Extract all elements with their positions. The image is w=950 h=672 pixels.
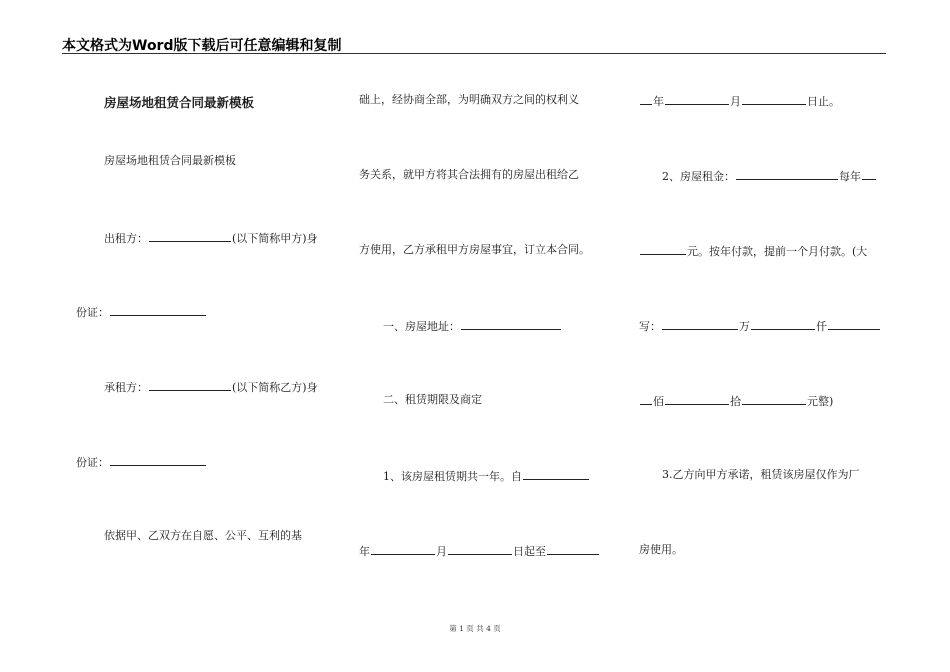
- start-month-blank[interactable]: [371, 543, 435, 555]
- basis-line-3: 务关系，就甲方将其合法拥有的房屋出租给乙: [359, 168, 579, 181]
- use-line-2: 房使用。: [639, 543, 683, 556]
- page-header: 本文格式为Word版下载后可任意编辑和复制: [62, 38, 342, 54]
- address-line: [383, 318, 562, 334]
- document-subtitle: 房屋场地租赁合同最新模板: [104, 154, 236, 167]
- lessor-id-blank[interactable]: [110, 304, 206, 316]
- end-year-blank[interactable]: [547, 543, 599, 555]
- page-number: 第 1 页 共 4 页: [449, 624, 501, 633]
- caps-qian-label: 仟: [816, 320, 827, 333]
- lessor-suffix: (以下简称甲方)身: [232, 232, 318, 245]
- address-label: 一、房屋地址：: [383, 320, 460, 333]
- lessor-label: 出租方：: [104, 232, 148, 245]
- caps-line-1: [639, 318, 881, 334]
- rent-line: [662, 168, 877, 184]
- lessor-id-label: 份证：: [76, 306, 109, 319]
- document-title: 房屋场地租赁合同最新模板: [104, 95, 255, 110]
- end-month-label: 月: [730, 95, 741, 108]
- end-year-tail-blank[interactable]: [640, 93, 652, 105]
- basis-line-2: 础上，经协商全部，为明确双方之间的权利义: [359, 93, 579, 106]
- end-year-label: 年: [653, 95, 664, 108]
- caps-qian-blank[interactable]: [751, 318, 815, 330]
- rent-amount-blank[interactable]: [640, 243, 686, 255]
- rent-per-year-label: 每年: [839, 170, 861, 183]
- term-item-1-label: 1、该房屋租赁期共一年。自: [383, 470, 522, 483]
- lessee-name-blank[interactable]: [149, 379, 231, 391]
- rent-amount-blank-start[interactable]: [862, 168, 876, 180]
- start-date-line: [359, 543, 600, 559]
- lessor-id-line: [76, 304, 207, 320]
- end-month-blank[interactable]: [665, 93, 729, 105]
- caps-write-label: 写：: [639, 320, 661, 333]
- caps-bai-tail-blank[interactable]: [640, 393, 652, 405]
- end-day-blank[interactable]: [742, 93, 806, 105]
- lessee-line: [104, 379, 318, 395]
- caps-wan-blank[interactable]: [662, 318, 738, 330]
- caps-end-label: 元整): [807, 395, 834, 408]
- start-year-blank[interactable]: [523, 468, 589, 480]
- start-day-blank[interactable]: [448, 543, 512, 555]
- month-label: 月: [436, 545, 447, 558]
- term-heading: 二、租赁期限及商定: [383, 393, 482, 406]
- lessee-label: 承租方：: [104, 381, 148, 394]
- rent-blank[interactable]: [736, 168, 838, 180]
- address-blank[interactable]: [461, 318, 561, 330]
- lessee-suffix: (以下简称乙方)身: [232, 381, 318, 394]
- caps-bai-label: 佰: [653, 395, 664, 408]
- header-rule: [62, 53, 886, 54]
- lessee-id-blank[interactable]: [110, 454, 206, 466]
- end-date-line: [639, 93, 840, 109]
- term-item-1-line: [383, 468, 590, 484]
- lessee-id-label: 份证：: [76, 456, 109, 469]
- end-label: 日止。: [807, 95, 840, 108]
- caps-line-2: [639, 393, 833, 409]
- lessor-line: [104, 230, 318, 246]
- caps-shi-label: 拾: [730, 395, 741, 408]
- caps-bai-blank[interactable]: [828, 318, 880, 330]
- rent-label: 2、房屋租金：: [662, 170, 735, 183]
- year-label: 年: [359, 545, 370, 558]
- rent-yuan-line: [639, 243, 867, 259]
- day-from-label: 日起至: [513, 545, 546, 558]
- basis-line-1: 依据甲、乙双方在自愿、公平、互利的基: [104, 529, 302, 542]
- caps-wan-label: 万: [739, 320, 750, 333]
- basis-line-4: 方使用，乙方承租甲方房屋事宜，订立本合同。: [359, 243, 590, 256]
- rent-yuan-label: 元。按年付款，提前一个月付款。(大: [687, 245, 868, 258]
- caps-yuan-blank[interactable]: [742, 393, 806, 405]
- lessee-id-line: [76, 454, 207, 470]
- caps-shi-blank[interactable]: [665, 393, 729, 405]
- use-line-1: 3.乙方向甲方承诺，租赁该房屋仅作为厂: [662, 468, 860, 481]
- lessor-name-blank[interactable]: [149, 230, 231, 242]
